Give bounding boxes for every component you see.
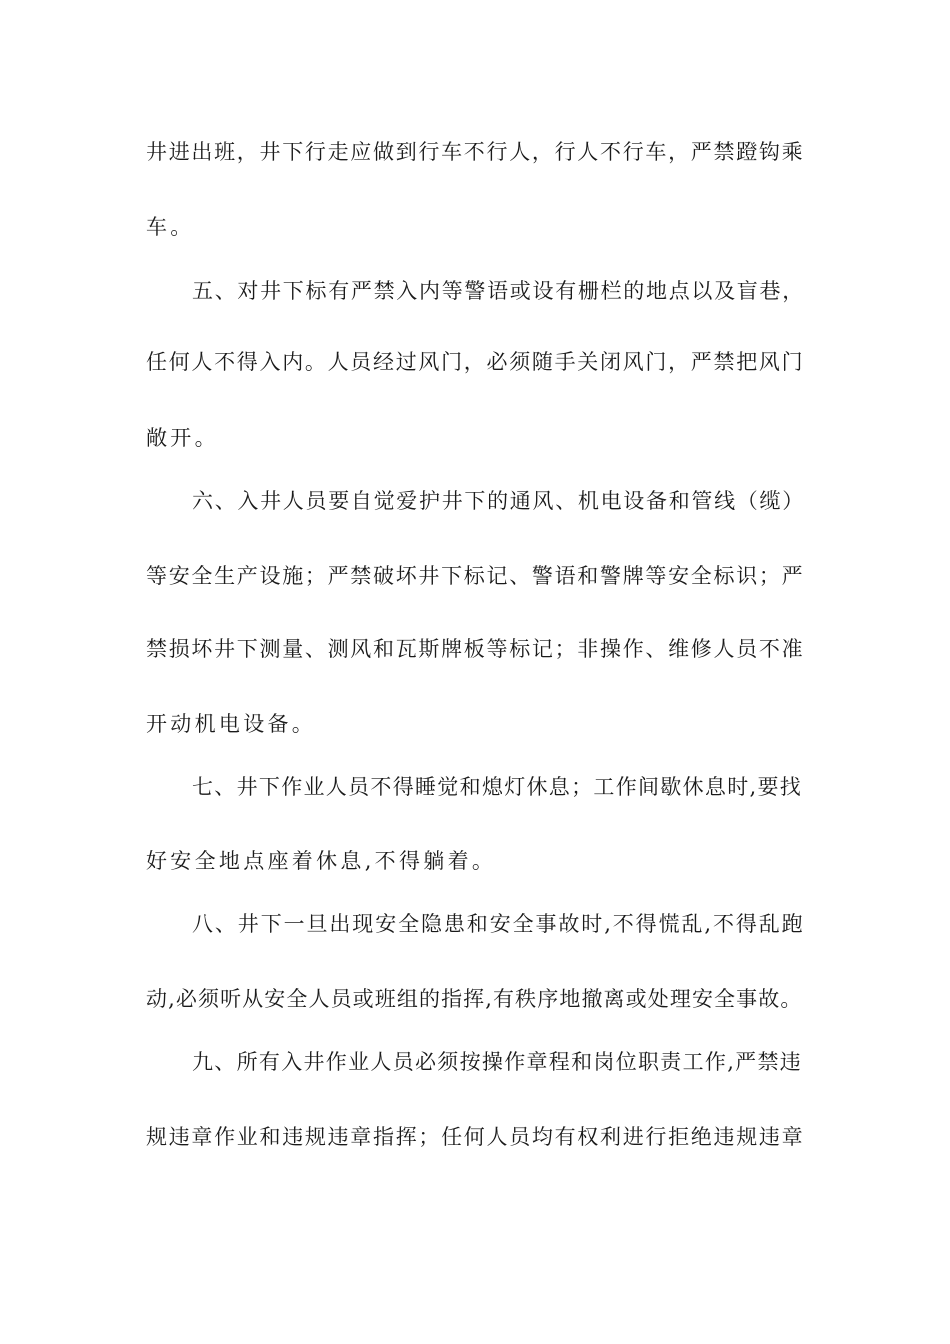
paragraph-8-line-1: 八、井下一旦出现安全隐患和安全事故时,不得慌乱,不得乱跑	[192, 912, 805, 936]
paragraph-6-line-2: 等安全生产设施；严禁破坏井下标记、警语和警牌等安全标识；严	[146, 564, 805, 588]
paragraph-9-line-1: 九、所有入井作业人员必须按操作章程和岗位职责工作,严禁违	[192, 1050, 803, 1074]
paragraph-5-line-2: 任何人不得入内。人员经过风门，必须随手关闭风门，严禁把风门	[146, 350, 805, 374]
paragraph-6-line-4: 开动机电设备。	[146, 712, 317, 736]
paragraph-4-line-2: 井进出班，井下行走应做到行车不行人，行人不行车，严禁蹬钩乘	[146, 140, 805, 164]
paragraph-9-line-2: 规违章作业和违规违章指挥；任何人员均有权利进行拒绝违规违章	[146, 1125, 805, 1149]
paragraph-6-line-3: 禁损坏井下测量、测风和瓦斯牌板等标记；非操作、维修人员不准	[146, 637, 805, 661]
paragraph-8-line-2: 动,必须听从安全人员或班组的指挥,有秩序地撤离或处理安全事故。	[146, 987, 803, 1011]
paragraph-4-line-3: 车。	[146, 215, 195, 239]
paragraph-6-line-1: 六、入井人员要自觉爱护井下的通风、机电设备和管线（缆）	[192, 489, 805, 513]
paragraph-7-line-1: 七、井下作业人员不得睡觉和熄灯休息；工作间歇休息时,要找	[192, 775, 803, 799]
paragraph-5-line-1: 五、对井下标有严禁入内等警语或设有栅栏的地点以及盲巷，	[192, 279, 805, 303]
paragraph-5-line-3: 敞开。	[146, 426, 219, 450]
paragraph-7-line-2: 好安全地点座着休息,不得躺着。	[146, 849, 497, 873]
